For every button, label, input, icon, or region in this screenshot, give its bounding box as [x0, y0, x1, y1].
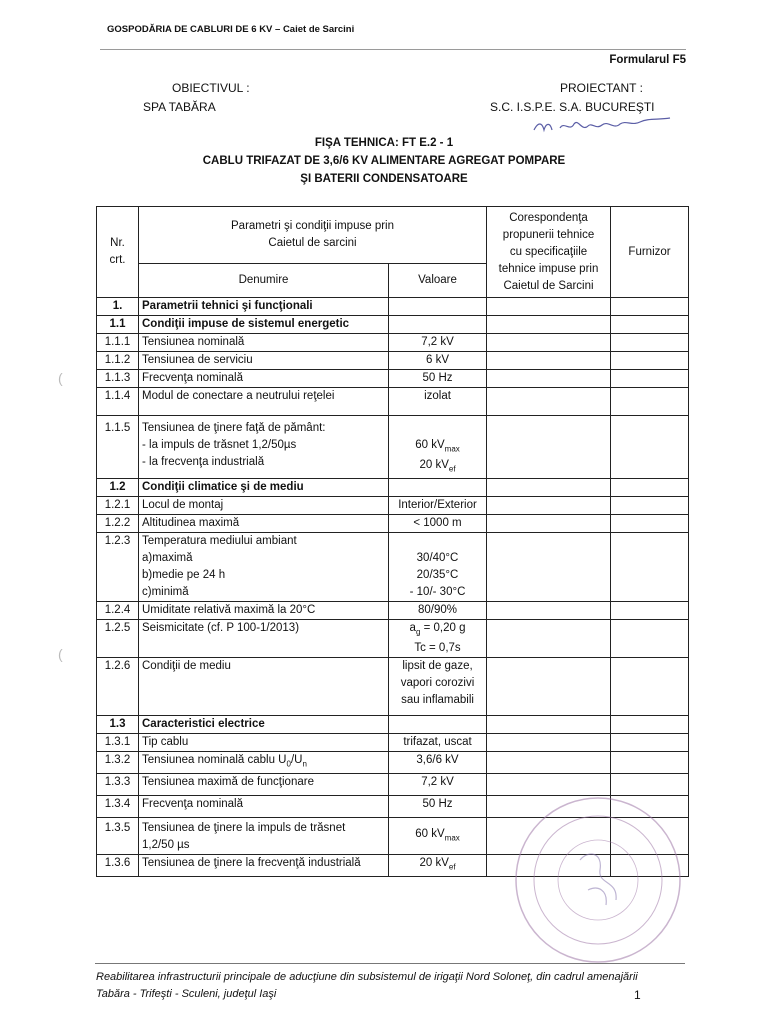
row-furnizor — [611, 388, 689, 416]
header-divider — [100, 49, 686, 50]
row-value — [389, 478, 487, 496]
table-row — [97, 478, 689, 496]
row-value: 50 Hz — [389, 370, 487, 388]
table-row — [97, 352, 689, 370]
table-row — [97, 316, 689, 334]
row-nr: 1.2.3 — [97, 532, 139, 601]
row-nr: 1.1.1 — [97, 334, 139, 352]
row-name: Altitudinea maximă — [139, 514, 389, 532]
row-value: trifazat, uscat — [389, 733, 487, 751]
row-value-line: $a_g = 0,20$ g — [409, 621, 466, 636]
row-value: 3,6/6 kV — [389, 751, 487, 773]
row-name-line: 1,2/50 µs — [142, 838, 190, 851]
row-value — [389, 657, 487, 715]
table-row — [97, 715, 689, 733]
row-nr: 1.3.5 — [97, 817, 139, 854]
row-name: Tensiunea nominală — [139, 334, 389, 352]
header-crt: crt. — [109, 254, 126, 266]
row-name-line: a)maximă — [142, 551, 193, 564]
row-value-line: - 10/- 30°C — [409, 585, 466, 598]
designer-value: S.C. I.S.P.E. S.A. BUCUREŞTI — [490, 100, 655, 114]
row-nr: 1.2.2 — [97, 514, 139, 532]
row-name: Tensiunea nominală cablu $U_0/U_n$ — [139, 751, 389, 773]
row-value: 6 kV — [389, 352, 487, 370]
row-furnizor — [611, 352, 689, 370]
row-furnizor — [611, 416, 689, 479]
row-value-line: 60 $kV_{max}$ — [415, 439, 460, 454]
row-correspondence — [487, 334, 611, 352]
row-correspondence — [487, 416, 611, 479]
footer-line: Tabăra - Trifeşti - Sculeni, judeţul Iaşi — [96, 988, 277, 1000]
row-name-line: - la frecvenţa industrială — [142, 456, 265, 468]
table-row — [97, 370, 689, 388]
row-nr: 1.3.1 — [97, 733, 139, 751]
page-number: 1 — [634, 988, 641, 1002]
row-furnizor — [611, 733, 689, 751]
row-nr: 1.1 — [97, 316, 139, 334]
row-nr: 1.2.1 — [97, 496, 139, 514]
header-corresp-l2: propunerii tehnice — [502, 228, 595, 241]
row-value-line: sau inflamabili — [401, 693, 474, 706]
table-row — [97, 751, 689, 773]
designer-label: PROIECTANT : — [560, 81, 643, 95]
row-name-line: Tensiunea de ţinere faţă de pământ: — [142, 422, 326, 434]
row-name: Umiditate relativă maximă la 20°C — [139, 601, 389, 619]
header-corresp-l3: cu specificaţiile — [509, 245, 588, 258]
row-value: 50 Hz — [389, 795, 487, 817]
row-value-line: 20 $kV_{ef}$ — [419, 459, 456, 474]
row-furnizor — [611, 751, 689, 773]
row-name: Modul de conectare a neutrului reţelei — [139, 388, 389, 416]
row-name: Condiţii climatice şi de mediu — [139, 478, 389, 496]
row-correspondence — [487, 298, 611, 316]
row-nr: 1.2 — [97, 478, 139, 496]
table-header-row — [97, 207, 689, 264]
row-name: Tensiunea de serviciu — [139, 352, 389, 370]
row-nr: 1.1.2 — [97, 352, 139, 370]
header-nr: Nr. — [110, 237, 125, 249]
footer-line: Reabilitarea infrastructurii principale de aducţiune din subsistemul de irigaţii Nord Soloneţ, din cadrul amenajării — [96, 971, 638, 983]
row-nr: 1.2.6 — [97, 657, 139, 715]
row-value: izolat — [389, 388, 487, 416]
row-nr: 1.1.5 — [97, 416, 139, 479]
row-correspondence — [487, 601, 611, 619]
table-row — [97, 334, 689, 352]
row-correspondence — [487, 478, 611, 496]
row-correspondence — [487, 619, 611, 657]
row-value — [389, 715, 487, 733]
sheet-title-code: FIŞA TEHNICA: FT E.2 - 1 — [314, 137, 454, 149]
row-correspondence — [487, 532, 611, 601]
row-name: Condiţii de mediu — [139, 657, 389, 715]
header-corresp-l4: tehnice impuse prin — [498, 262, 599, 275]
row-furnizor — [611, 715, 689, 733]
document-header-title: GOSPODĂRIA DE CABLURI DE 6 KV – Caiet de Sarcini — [107, 24, 355, 35]
row-name: Seismicitate (cf. P 100-1/2013) — [139, 619, 389, 657]
spec-table — [96, 206, 689, 877]
table-row — [97, 601, 689, 619]
row-name: Tip cablu — [139, 733, 389, 751]
row-correspondence — [487, 514, 611, 532]
row-value — [389, 532, 487, 601]
row-name — [139, 416, 389, 479]
table-row — [97, 532, 689, 601]
row-furnizor — [611, 478, 689, 496]
table-row — [97, 416, 689, 479]
row-value-line: vapori corozivi — [400, 676, 475, 689]
row-value-line: 20/35°C — [416, 568, 459, 581]
row-value: 60 $kV_{max}$ — [389, 817, 487, 854]
row-nr: 1.3.2 — [97, 751, 139, 773]
row-name — [139, 817, 389, 854]
objective-label: OBIECTIVUL : — [172, 81, 250, 95]
row-furnizor — [611, 601, 689, 619]
row-value: 7,2 kV — [389, 773, 487, 795]
form-number: Formularul F5 — [609, 54, 686, 66]
row-name: Locul de montaj — [139, 496, 389, 514]
footer-project-text — [96, 969, 696, 1003]
row-furnizor — [611, 532, 689, 601]
sheet-title-subject-cont: ŞI BATERII CONDENSATOARE — [300, 173, 468, 185]
objective-value: SPA TABĂRA — [143, 100, 216, 114]
row-value-line: lipsit de gaze, — [402, 659, 473, 672]
footer-divider — [95, 963, 685, 964]
row-correspondence — [487, 316, 611, 334]
row-value: 20 $kV_{ef}$ — [389, 854, 487, 876]
verification-stamp — [508, 790, 688, 970]
row-value-line: 30/40°C — [416, 551, 459, 564]
row-furnizor — [611, 657, 689, 715]
header-denumire: Denumire — [139, 264, 389, 298]
row-furnizor — [611, 370, 689, 388]
row-nr: 1.2.5 — [97, 619, 139, 657]
header-params — [139, 207, 487, 264]
row-value — [389, 416, 487, 479]
header-correspondence — [487, 207, 611, 298]
row-correspondence — [487, 715, 611, 733]
row-value: Interior/Exterior — [389, 496, 487, 514]
row-correspondence — [487, 657, 611, 715]
header-valoare: Valoare — [389, 264, 487, 298]
sheet-title-subject: CABLU TRIFAZAT DE 3,6/6 KV ALIMENTARE AGREGAT POMPARE — [202, 155, 566, 167]
table-row — [97, 514, 689, 532]
row-nr: 1.2.4 — [97, 601, 139, 619]
row-nr: 1.3.4 — [97, 795, 139, 817]
row-furnizor — [611, 514, 689, 532]
row-correspondence — [487, 751, 611, 773]
row-name: Tensiunea maximă de funcţionare — [139, 773, 389, 795]
row-name — [139, 532, 389, 601]
table-row — [97, 388, 689, 416]
header-corresp-l5: Caietul de Sarcini — [503, 279, 594, 292]
row-furnizor — [611, 298, 689, 316]
row-name-line: b)medie pe 24 h — [142, 568, 226, 581]
row-name-line: Tensiunea de ţinere la impuls de trăsnet — [142, 821, 346, 834]
row-nr: 1.3.6 — [97, 854, 139, 876]
sheet-titles — [0, 134, 768, 188]
row-value-line: Tc = 0,7s — [414, 641, 461, 654]
header-nr-crt — [97, 207, 139, 298]
table-row — [97, 298, 689, 316]
row-furnizor — [611, 619, 689, 657]
row-nr: 1.1.3 — [97, 370, 139, 388]
table-row — [97, 657, 689, 715]
row-value: < 1000 m — [389, 514, 487, 532]
header-params-l1: Parametri şi condiţii impuse prin — [231, 220, 394, 232]
row-name: Frecvenţa nominală — [139, 795, 389, 817]
table-row — [97, 619, 689, 657]
row-name-line: - la impuls de trăsnet 1,2/50µs — [142, 439, 297, 451]
header-furnizor: Furnizor — [611, 207, 689, 298]
header-params-l2: Caietul de sarcini — [268, 237, 357, 249]
row-correspondence — [487, 352, 611, 370]
row-value — [389, 619, 487, 657]
row-value — [389, 298, 487, 316]
row-nr: 1.1.4 — [97, 388, 139, 416]
row-name: Tensiunea de ţinere la frecvenţă industrială — [139, 854, 389, 876]
row-correspondence — [487, 388, 611, 416]
row-nr: 1. — [97, 298, 139, 316]
row-furnizor — [611, 334, 689, 352]
margin-mark: ( — [58, 370, 63, 386]
row-name-line: Temperatura mediului ambiant — [142, 534, 297, 547]
table-row — [97, 496, 689, 514]
row-correspondence — [487, 496, 611, 514]
row-name: Parametrii tehnici şi funcţionali — [139, 298, 389, 316]
row-correspondence — [487, 733, 611, 751]
row-correspondence — [487, 370, 611, 388]
row-value: 7,2 kV — [389, 334, 487, 352]
header-corresp-l1: Corespondenţa — [509, 211, 588, 224]
row-nr: 1.3 — [97, 715, 139, 733]
row-furnizor — [611, 316, 689, 334]
table-row — [97, 733, 689, 751]
row-nr: 1.3.3 — [97, 773, 139, 795]
row-value: 80/90% — [389, 601, 487, 619]
row-name: Condiţii impuse de sistemul energetic — [139, 316, 389, 334]
margin-mark: ( — [58, 646, 63, 662]
row-furnizor — [611, 496, 689, 514]
row-name: Frecvenţa nominală — [139, 370, 389, 388]
row-name-line: c)minimă — [142, 585, 189, 598]
row-value — [389, 316, 487, 334]
row-name: Caracteristici electrice — [139, 715, 389, 733]
